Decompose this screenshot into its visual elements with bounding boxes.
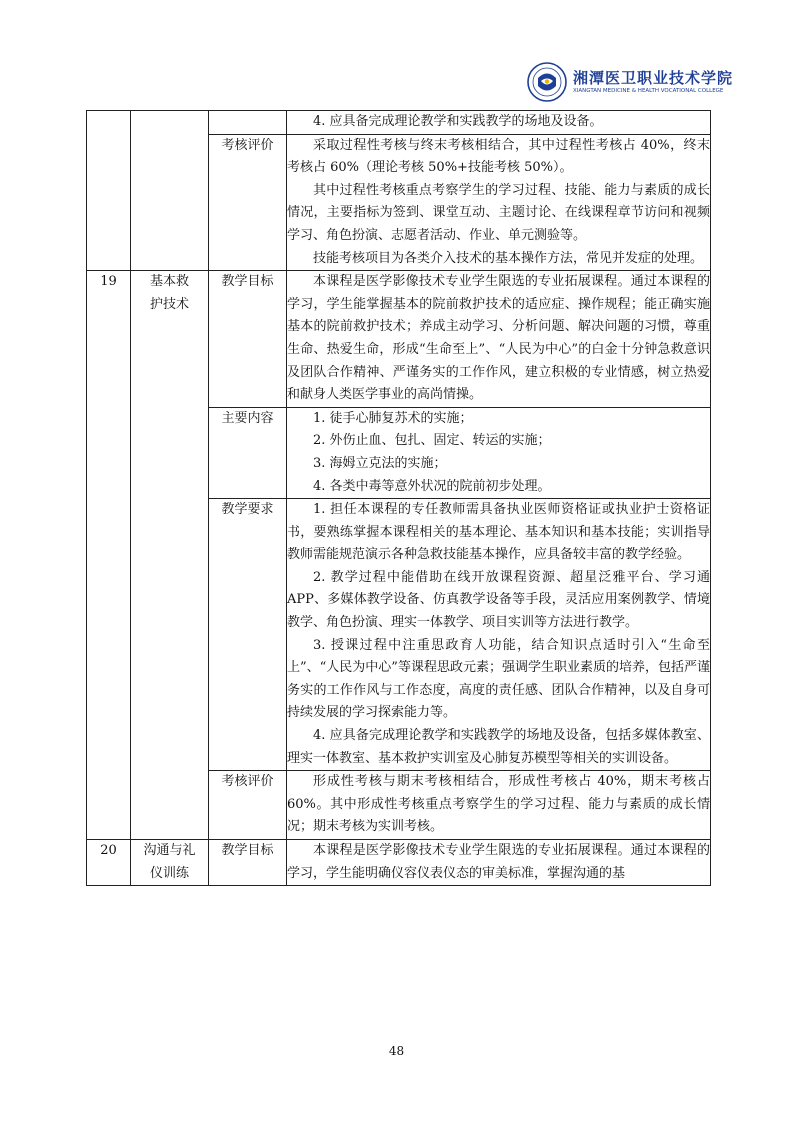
content-item: 3. 海姆立克法的实施； [313, 455, 447, 471]
category-label: 考核评价 [209, 134, 287, 271]
page-number: 48 [388, 1044, 405, 1058]
table-row [87, 271, 711, 408]
assessment-paragraph: 形成性考核与期末考核相结合，形成性考核占 40%，期末考核占 60%。其中形成性考核重点考察学生的学习过程、能力与素质的成长情况；期末考核为实训考核。 [287, 774, 710, 835]
course-number: 20 [87, 840, 131, 886]
content-item: 2. 外伤止血、包扎、固定、转运的实施； [313, 433, 551, 449]
requirement-item: 4. 应具备完成理论教学和实践教学的场地及设备。 [313, 114, 603, 129]
category-label: 教学目标 [209, 840, 287, 886]
objectives-paragraph: 本课程是医学影像技术专业学生限选的专业拓展课程。通过本课程的学习，学生能掌握基本的院前救护技术的适应症、操作规程；能正确实施基本的院前救护技术；养成主动学习、分析问题、解决问题的习惯，尊重生命、热爱生命，形成“生命至上”、“人民为中心”的白金十分钟急救意识及团队合作精神、严谨务实的工作作风，建立积极的专业情感，树立热爱和献身人类医学事业的高尚情操。 [287, 274, 710, 403]
category-cell [209, 111, 287, 135]
course-name: 沟通与礼仪训练 [131, 840, 209, 886]
assessment-cell [287, 771, 711, 840]
college-logo [527, 62, 734, 104]
requirements-cell [287, 499, 711, 771]
college-seal-icon [527, 62, 567, 102]
assessment-paragraph: 采取过程性考核与终末考核相结合，其中过程性考核占 40%，终末考核占 60%（理论考核 50%+技能考核 50%）。 [287, 137, 710, 176]
table-row [87, 840, 711, 886]
college-name-en: XIANGTAN MEDICINE & HEALTH VOCATIONAL COLLEGE [573, 88, 724, 94]
course-table [86, 110, 711, 886]
assessment-paragraph: 其中过程性考核重点考察学生的学习过程、技能、能力与素质的成长情况，主要指标为签到、课堂互动、主题讨论、在线课程章节访问和视频学习、角色扮演、志愿者活动、作业、单元测验等。 [287, 182, 710, 243]
objectives-cell [287, 840, 711, 886]
content-item: 1. 徒手心肺复苏术的实施； [313, 410, 473, 426]
category-label: 教学要求 [209, 499, 287, 771]
course-number-cell [87, 111, 131, 271]
course-name-cell [131, 111, 209, 271]
course-number: 19 [87, 271, 131, 840]
requirement-item: 3. 授课过程中注重思政育人功能，结合知识点适时引入“生命至上”、“人民为中心”等课程思政元素；强调学生职业素质的培养，包括严谨务实的工作作风与工作态度，高度的责任感、团队合作精神，以及自身可持续发展的学习探索能力等。 [287, 637, 710, 721]
table-row [87, 111, 711, 135]
assessment-cell [287, 134, 711, 271]
category-label: 教学目标 [209, 271, 287, 408]
requirement-item: 2. 教学过程中能借助在线开放课程资源、超星泛雅平台、学习通 APP、多媒体教学设备、仿真教学设备等手段，灵活应用案例教学、情境教学、角色扮演、理实一体教学、项目实训等方法进行教学。 [287, 569, 710, 631]
objectives-cell [287, 271, 711, 408]
category-label: 主要内容 [209, 407, 287, 498]
requirements-cell [287, 111, 711, 135]
assessment-paragraph: 技能考核项目为各类介入技术的基本操作方法，常见并发症的处理。 [313, 250, 704, 266]
content-item: 4. 各类中毒等意外状况的院前初步处理。 [313, 478, 551, 494]
requirement-item: 4. 应具备完成理论教学和实践教学的场地及设备，包括多媒体教室、理实一体教室、基本救护实训室及心肺复苏模型等相关的实训设备。 [287, 728, 710, 766]
objectives-paragraph: 本课程是医学影像技术专业学生限选的专业拓展课程。通过本课程的学习，学生能明确仪容仪表仪态的审美标准，掌握沟通的基 [287, 843, 710, 881]
requirement-item: 1. 担任本课程的专任教师需具备执业医师资格证或执业护士资格证书，要熟练掌握本课程相关的基本理论、基本知识和基本技能；实训指导教师需能规范演示各种急救技能基本操作，应具备较丰富的教学经验。 [287, 502, 710, 563]
college-name: 湘潭医卫职业技术学院 [573, 69, 734, 87]
category-label: 考核评价 [209, 771, 287, 840]
content-cell [287, 407, 711, 498]
course-name: 基本救护技术 [131, 271, 209, 840]
